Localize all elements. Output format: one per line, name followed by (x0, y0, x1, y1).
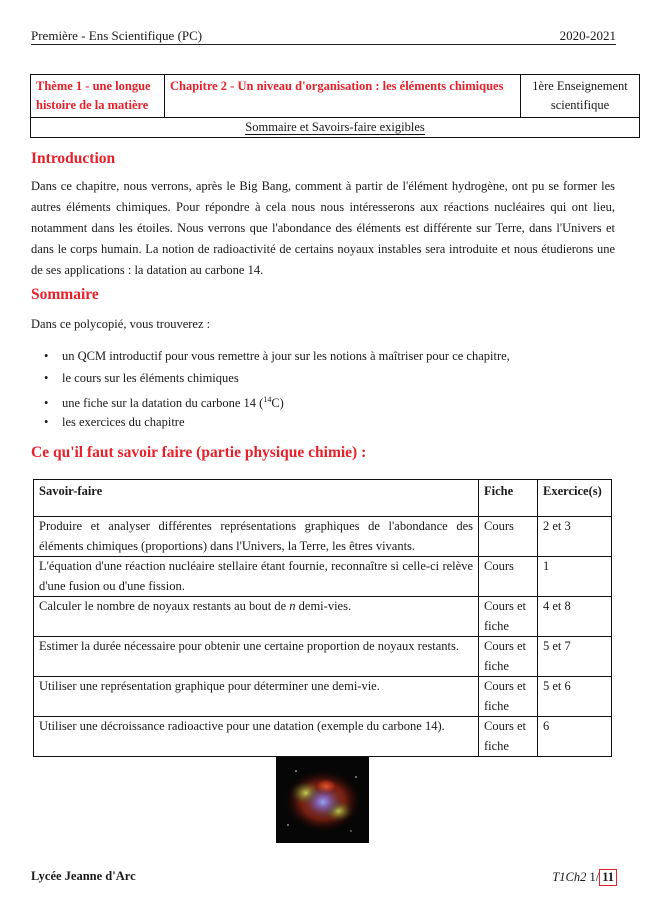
list-item: • un QCM introductif pour vous remettre à jour sur les notions à maîtriser pour ce chapitre, (44, 345, 510, 367)
skill-cell: Calculer le nombre de noyaux restants au bout de n demi-vies. (34, 597, 479, 637)
sommaire-lead: Dans ce polycopié, vous trouverez : (31, 317, 211, 331)
crab-nebula-image (276, 757, 369, 843)
skill-cell: Utiliser une représentation graphique pour déterminer une demi-vie. (34, 677, 479, 717)
footer-total-pages[interactable]: 11 (599, 869, 617, 886)
nebula-graphic (276, 757, 369, 843)
footer-chapter-code: T1Ch2 (552, 870, 587, 884)
fiche-cell: Cours et fiche (479, 677, 538, 717)
header-course: Première - Ens Scientifique (PC) (31, 28, 203, 43)
skill-cell: Produire et analyser différentes représentations graphiques de l'abondance des éléments chimiques (proportions) dans l'Univers, la Terre, les êtres vivants. (34, 517, 479, 557)
chapter-text: Chapitre 2 - Un niveau d'organisation : les éléments chimiques (170, 79, 504, 93)
list-item: • le cours sur les éléments chimiques (44, 367, 510, 389)
intro-paragraph: Dans ce chapitre, nous verrons, après le Big Bang, comment à partir de l'élément hydrogène, ont pu se former les autres éléments chimiques. Pour répondre à cela nous nous intéresserons aux réactions nucléaires qui ont lieu, notamment dans les étoiles. Nous verrons que l'abondance des éléments est différente sur Terre, dans l'Univers et dans le corps humain. La notion de radioactivité de certains noyaux instables sera introduite et nous étudierons une de ses applications : la datation au carbone 14. (31, 179, 615, 277)
col-header-fiche: Fiche (479, 480, 538, 517)
summary-cell (31, 118, 640, 138)
bullet-icon: • (44, 349, 49, 363)
level-cell (521, 75, 640, 118)
exercise-cell: 6 (538, 717, 612, 757)
footer-page-number: 1 (589, 870, 596, 884)
col-header-exercices: Exercice(s) (538, 480, 612, 517)
chapter-info-table (30, 74, 640, 138)
fiche-cell: Cours et fiche (479, 597, 538, 637)
isotope-superscript: 14 (263, 395, 272, 404)
exercise-cell: 5 et 7 (538, 637, 612, 677)
theme-cell (31, 75, 165, 118)
theme-text: Thème 1 - une longue histoire de la matière (36, 79, 151, 112)
exercise-cell: 1 (538, 557, 612, 597)
footer-school: Lycée Jeanne d'Arc (31, 869, 136, 883)
sommaire-title: Sommaire (31, 286, 99, 303)
list-item: • une fiche sur la datation du carbone 14 ($^{14}$C) (44, 389, 510, 411)
savoir-faire-table (33, 479, 612, 757)
skill-cell: Estimer la durée nécessaire pour obtenir une certaine proportion de noyaux restants. (34, 637, 479, 677)
fiche-cell: Cours (479, 557, 538, 597)
sommaire-list (44, 345, 510, 433)
table-row (34, 677, 612, 717)
footer-page-info: T1Ch2 1/ 11 (552, 869, 617, 886)
list-item: • les exercices du chapitre (44, 411, 510, 433)
intro-title: Introduction (31, 150, 116, 167)
fiche-cell: Cours et fiche (479, 637, 538, 677)
table-row (34, 557, 612, 597)
bullet-icon: • (44, 371, 49, 385)
table-row (34, 517, 612, 557)
fiche-cell: Cours (479, 517, 538, 557)
summary-link[interactable]: Sommaire et Savoirs-faire exigibles (245, 120, 425, 134)
skill-cell: L'équation d'une réaction nucléaire stellaire étant fournie, reconnaître si celle-ci relève d'une fusion ou d'une fission. (34, 557, 479, 597)
table-row (34, 637, 612, 677)
skill-cell: Utiliser une décroissance radioactive pour une datation (exemple du carbone 14). (34, 717, 479, 757)
level-text: 1ère Enseignement scientifique (532, 79, 628, 112)
fiche-cell: Cours et fiche (479, 717, 538, 757)
bullet-icon: • (44, 396, 49, 411)
col-header-savoir: Savoir-faire (34, 480, 479, 517)
table-row (34, 717, 612, 757)
header-year: 2020-2021 (559, 28, 616, 43)
exercise-cell: 5 et 6 (538, 677, 612, 717)
table-header-row (34, 480, 612, 517)
chapter-cell (165, 75, 521, 118)
savoir-title: Ce qu'il faut savoir faire (partie physique chimie) : (31, 444, 367, 461)
page-header (31, 28, 616, 44)
exercise-cell: 4 et 8 (538, 597, 612, 637)
header-divider (31, 44, 616, 45)
exercise-cell: 2 et 3 (538, 517, 612, 557)
table-row (34, 597, 612, 637)
bullet-icon: • (44, 415, 49, 429)
